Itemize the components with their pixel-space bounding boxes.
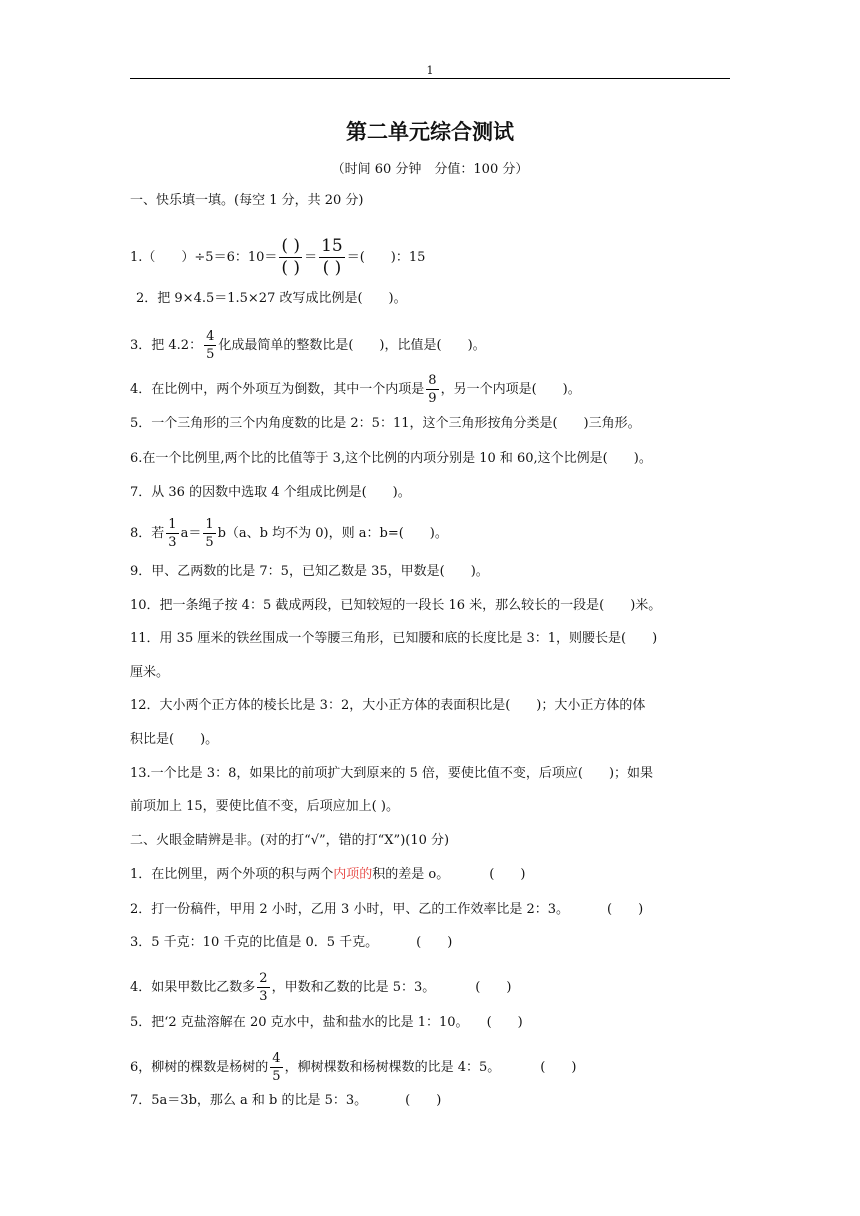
- question-1-11-line2: 厘米。: [130, 665, 170, 680]
- question-1-13-line1: 13.一个比是 3：8，如果比的前项扩大到原来的 5 倍，要使比值不变，后项应( )；如果: [130, 766, 654, 781]
- q2-1-answer-bracket: ( ): [489, 867, 526, 882]
- question-2-6: [130, 1052, 740, 1083]
- q2-4-answer-bracket: ( ): [475, 980, 512, 995]
- q1-fraction-2: $\frac{15}{( )}$: [321, 236, 343, 278]
- q2-2-text: 2．打一份稿件，甲用 2 小时，乙用 3 小时，甲、乙的工作效率比是 2：3。: [130, 902, 570, 917]
- q8-text-b: a＝: [180, 526, 202, 541]
- page-number: 1: [426, 64, 434, 77]
- q1-text-b: ＝( )：15: [346, 250, 426, 265]
- question-1-10: 10．把一条绳子按 4：5 截成两段，已知较短的一段长 16 米，那么较长的一段是( )米。: [130, 598, 662, 613]
- q2-5-answer-bracket: ( ): [486, 1015, 523, 1030]
- question-1-8: [130, 518, 740, 549]
- q2-6-answer-bracket: ( ): [540, 1060, 577, 1075]
- question-1-12-line1: 12．大小两个正方体的棱长比是 3：2，大小正方体的表面积比是( )；大小正方体的体: [130, 698, 646, 713]
- q3-text-b: 化成最简单的整数比是( )，比值是( )。: [218, 338, 486, 353]
- q2-6-fraction: $\frac{4}{5}$: [272, 1051, 281, 1084]
- q2-3-text: 3．5 千克：10 千克的比值是 0．5 千克。: [130, 935, 379, 950]
- question-1-11-line1: 11．用 35 厘米的铁丝围成一个等腰三角形，已知腰和底的长度比是 3：1，则腰长是( ): [130, 631, 658, 646]
- q8-fraction-1: $\frac{1}{3}$: [168, 517, 177, 550]
- q1-text-a: 1.（ ）÷5＝6：10＝: [130, 250, 278, 265]
- q8-text-c: b（a、b 均不为 0)，则 a：b=( )。: [217, 526, 448, 541]
- q4-text-b: ，另一个内项是( )。: [440, 382, 581, 397]
- q2-6-text-b: ，柳树棵数和杨树棵数的比是 4：5。: [284, 1060, 501, 1075]
- q2-6-text-a: 6，柳树的棵数是杨树的: [130, 1060, 269, 1075]
- question-1-3: [130, 330, 740, 361]
- q1-equals: ＝: [304, 250, 318, 265]
- question-2-5: [130, 1014, 740, 1032]
- q8-fraction-2: $\frac{1}{5}$: [205, 517, 214, 550]
- question-1-13-line2: 前项加上 15，要使比值不变，后项应加上( )。: [130, 799, 399, 814]
- q2-5-text: 5．把‘2 克盐溶解在 20 克水中，盐和盐水的比是 1：10。: [130, 1015, 469, 1030]
- page-subtitle: （时间 60 分钟 分值：100 分）: [331, 162, 529, 177]
- question-1-9: 9．甲、乙两数的比是 7：5，已知乙数是 35，甲数是( )。: [130, 564, 489, 579]
- question-1-5: 5．一个三角形的三个内角度数的比是 2：5：11，这个三角形按角分类是( )三角形。: [130, 416, 641, 431]
- q2-3-answer-bracket: ( ): [416, 935, 453, 950]
- q2-7-answer-bracket: ( ): [405, 1093, 442, 1108]
- q2-1-text-b: 积的差是 o。: [372, 867, 450, 882]
- question-1-2: 2．把 9×4.5＝1.5×27 改写成比例是( )。: [136, 291, 407, 306]
- question-2-7: [130, 1092, 740, 1110]
- q2-4-text-a: 4．如果甲数比乙数多: [130, 980, 256, 995]
- header-rule: [130, 78, 730, 79]
- question-1-1: [130, 238, 740, 277]
- question-1-6: 6.在一个比例里,两个比的比值等于 3,这个比例的内项分别是 10 和 60,这个比例是( )。: [130, 451, 652, 466]
- section2-heading: 二、火眼金睛辨是非。(对的打“√”，错的打“X”)(10 分): [130, 833, 450, 848]
- q1-fraction-1: $\frac{( )}{( )}$: [281, 236, 301, 278]
- question-2-3: [130, 934, 740, 952]
- q2-2-answer-bracket: ( ): [607, 902, 644, 917]
- q4-text-a: 4．在比例中，两个外项互为倒数，其中一个内项是: [130, 382, 425, 397]
- question-1-7: 7．从 36 的因数中选取 4 个组成比例是( )。: [130, 485, 411, 500]
- question-2-2: [130, 901, 740, 919]
- section1-heading: 一、快乐填一填。(每空 1 分，共 20 分): [130, 193, 364, 208]
- question-2-1: [130, 866, 740, 884]
- q2-4-text-b: ，甲数和乙数的比是 5：3。: [271, 980, 436, 995]
- question-1-4: [130, 374, 740, 405]
- q3-fraction: $\frac{4}{5}$: [206, 329, 215, 362]
- q2-1-highlight: 内项的: [333, 867, 373, 882]
- q2-7-text: 7．5a＝3b，那么 a 和 b 的比是 5：3。: [130, 1093, 368, 1108]
- page-title: 第二单元综合测试: [346, 119, 514, 144]
- question-2-4: [130, 972, 740, 1003]
- question-1-12-line2: 积比是( )。: [130, 732, 219, 747]
- q2-1-text-a: 1．在比例里，两个外项的积与两个: [130, 867, 334, 882]
- q4-fraction: $\frac{8}{9}$: [428, 373, 437, 406]
- q8-text-a: 8．若: [130, 526, 165, 541]
- q3-text-a: 3．把 4.2：: [130, 338, 203, 353]
- q2-4-fraction: $\frac{2}{3}$: [259, 971, 268, 1004]
